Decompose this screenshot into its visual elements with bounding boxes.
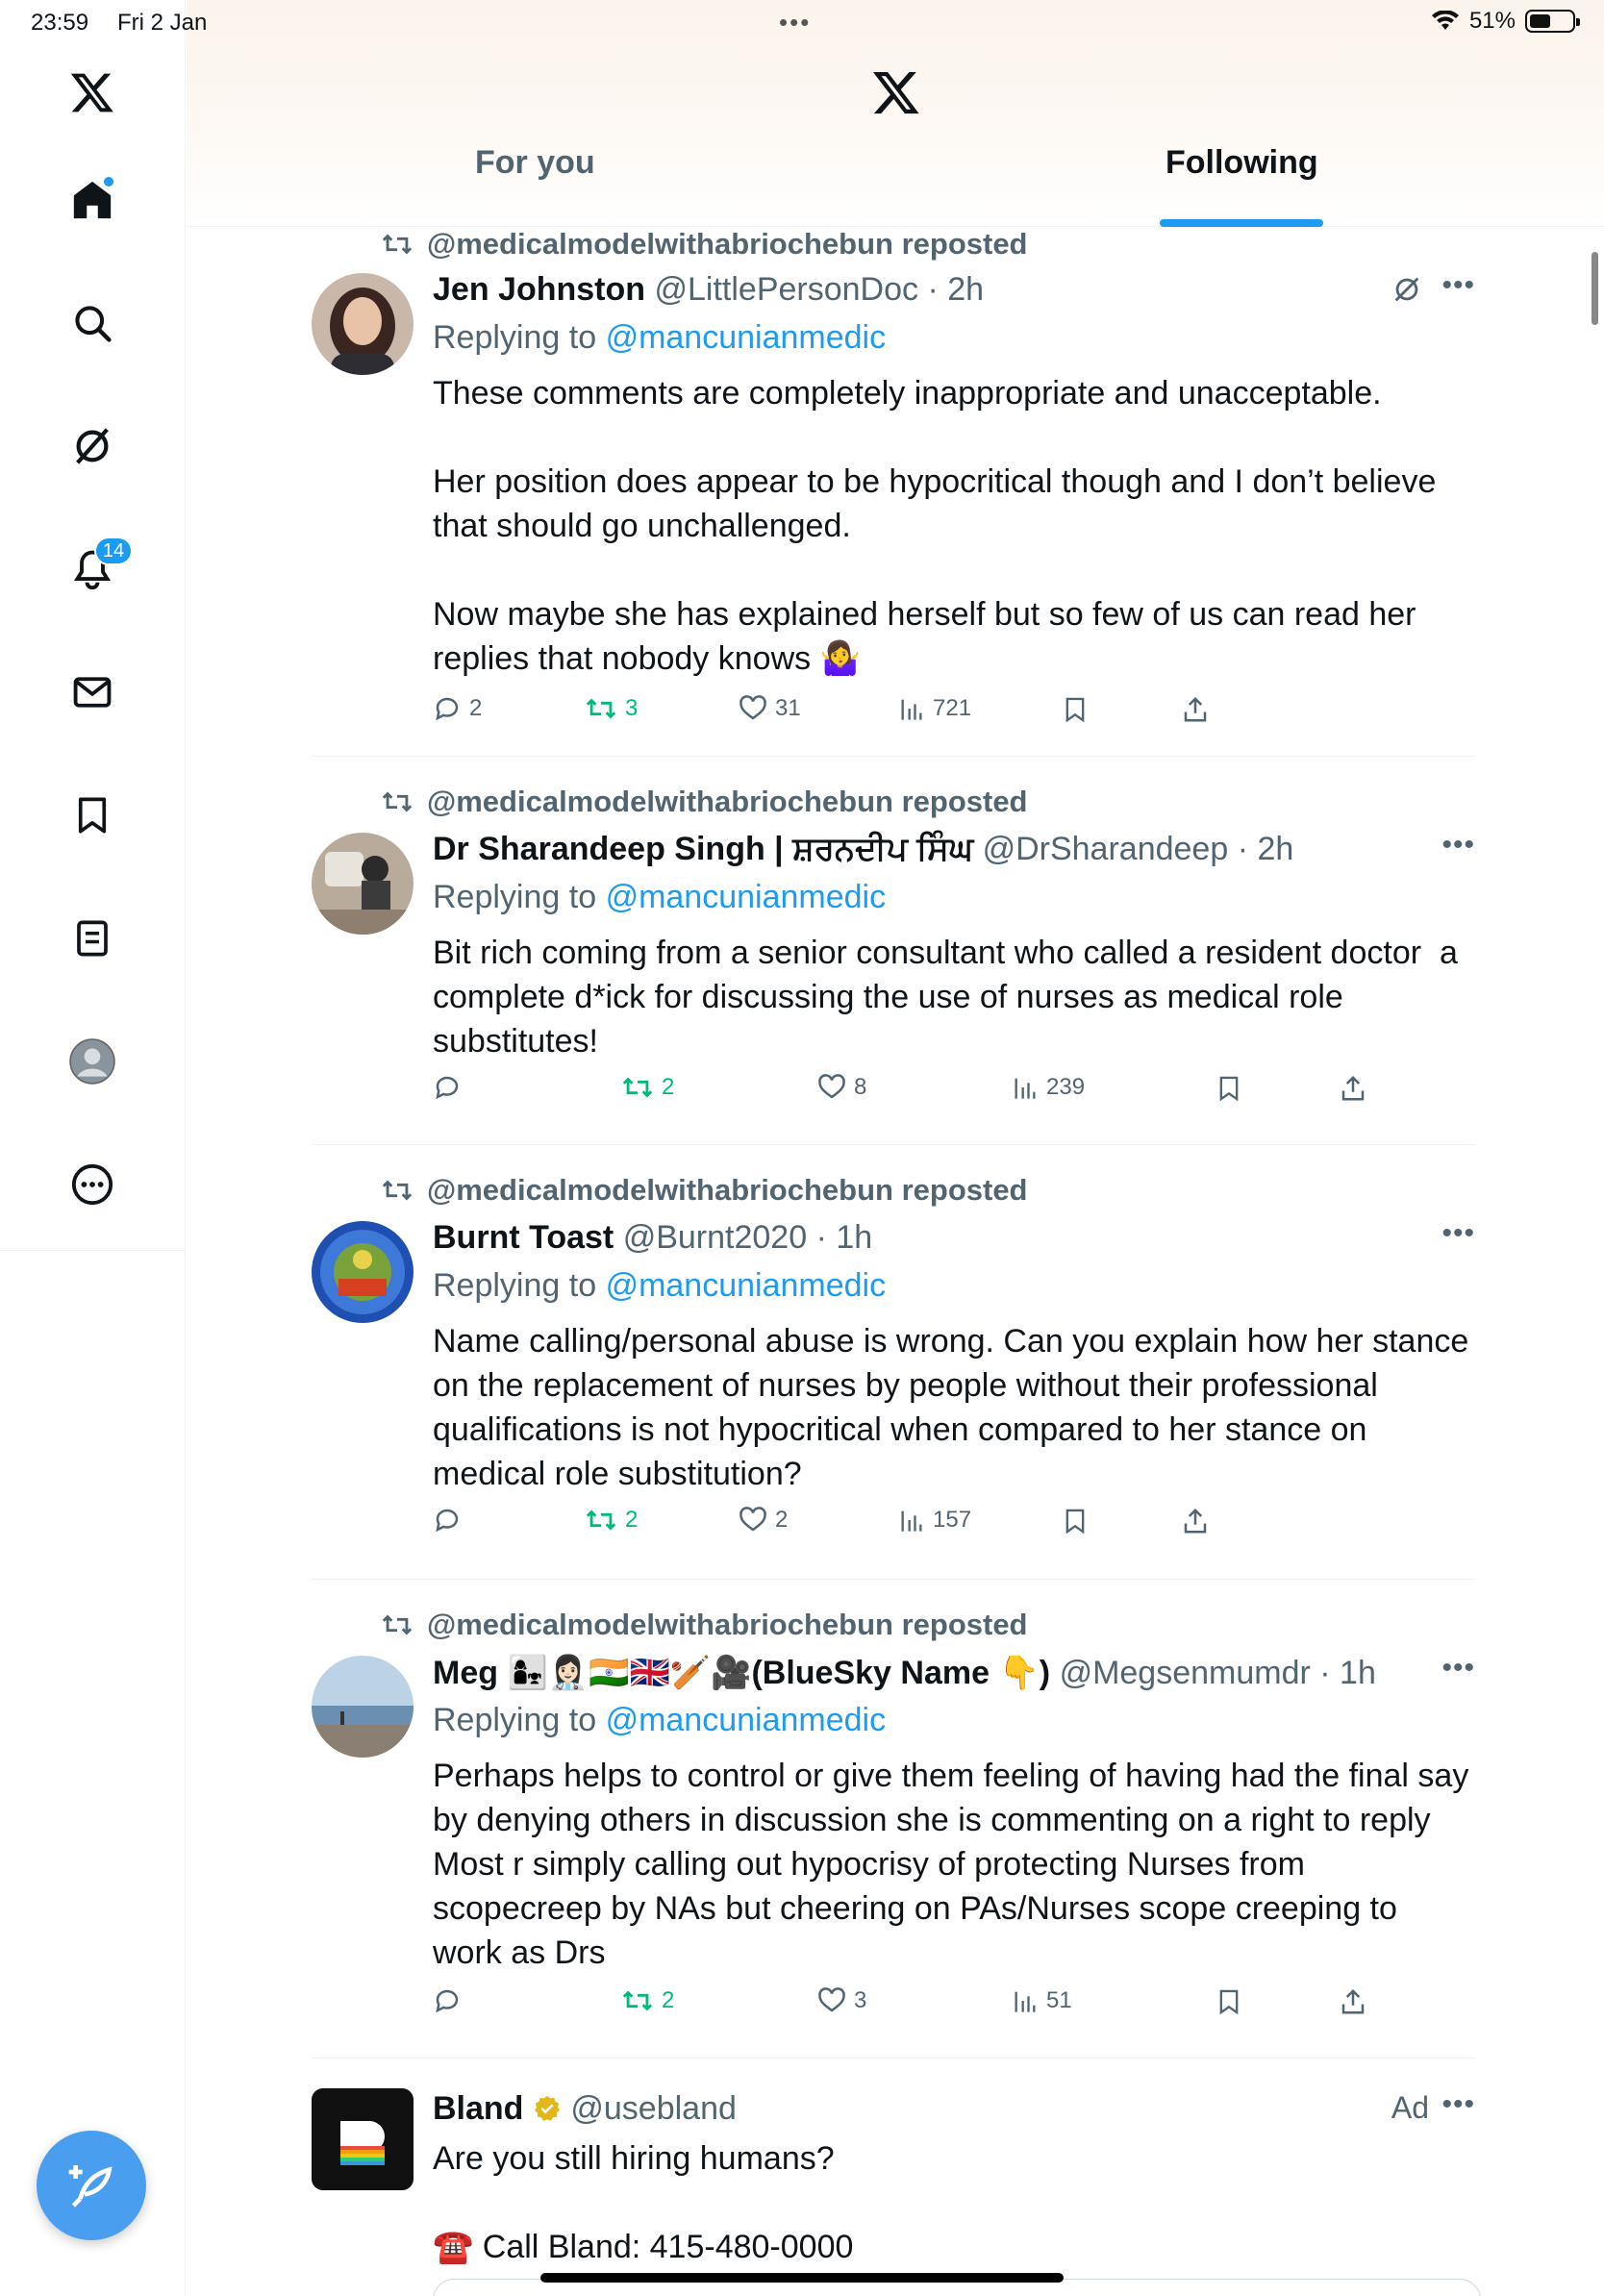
- notifications-bell-icon[interactable]: [54, 531, 131, 608]
- repost-icon: [381, 232, 414, 257]
- tweet-divider: [312, 1579, 1475, 1580]
- tweet-actions: [433, 1073, 1471, 1111]
- reply-mention-link[interactable]: @mancunianmedic: [605, 1267, 887, 1304]
- tweet-body: Bit rich coming from a senior consultant who called a resident doctor a complete d*ick for discussing the use of nurses as medical role substitutes!: [433, 935, 1467, 1060]
- views-chart-icon: [1012, 1073, 1039, 1102]
- author-name: Dr Sharandeep Singh | ਸ਼ਰਨਦੀਪ ਸਿੰਘ: [433, 831, 974, 867]
- view-count: 157: [933, 1507, 972, 1533]
- author-name: Meg 👩‍👧👩🏻‍⚕️🇮🇳🇬🇧🏏🎥(BlueSky Name 👇): [433, 1655, 1051, 1691]
- author-handle: @Burnt2020: [622, 1219, 808, 1256]
- tweet-text: [433, 1754, 1478, 1975]
- battery-percent: 51%: [1468, 8, 1516, 34]
- tweet-text: [433, 371, 1471, 681]
- reply-button[interactable]: [433, 1506, 469, 1535]
- avatar[interactable]: [312, 273, 414, 375]
- repost-by: @medicalmodelwithabriochebun reposted: [427, 785, 1028, 818]
- reply-icon: [433, 694, 462, 723]
- ad-text-line: ☎️ Call Bland: 415-480-0000: [433, 2229, 854, 2265]
- post-time: 1h: [1340, 1655, 1376, 1691]
- post-time: 1h: [836, 1219, 873, 1256]
- view-count: 721: [933, 695, 972, 721]
- author-name: Jen Johnston: [433, 271, 646, 308]
- sidebar: [0, 0, 186, 2296]
- reply-icon: [433, 1986, 462, 2015]
- repost-count: 2: [625, 1507, 639, 1533]
- repost-button[interactable]: [585, 1506, 638, 1535]
- like-button[interactable]: [817, 1986, 866, 2015]
- bookmark-button[interactable]: [1216, 1986, 1242, 2017]
- reply-mention-link[interactable]: @mancunianmedic: [605, 1702, 887, 1738]
- tweet-text: [433, 1319, 1478, 1496]
- avatar[interactable]: [312, 833, 414, 935]
- repost-context: [381, 227, 1028, 262]
- bookmark-button[interactable]: [1062, 1506, 1089, 1536]
- x-logo-icon[interactable]: [871, 67, 921, 122]
- replying-label: Replying to: [433, 1702, 597, 1738]
- replying-label: Replying to: [433, 319, 597, 356]
- repost-icon: [621, 1986, 654, 2015]
- share-button[interactable]: [1339, 1073, 1367, 1104]
- status-bar: [0, 0, 1604, 46]
- bookmark-icon: [1216, 1986, 1242, 2017]
- tweet-author[interactable]: Meg 👩‍👧👩🏻‍⚕️🇮🇳🇬🇧🏏🎥(BlueSky Name 👇) @Megsenmumdr · 1h: [433, 1655, 1376, 1691]
- battery-icon: [1525, 10, 1575, 33]
- author-handle: @Megsenmumdr: [1059, 1655, 1311, 1691]
- status-date: Fri 2 Jan: [117, 10, 208, 36]
- tweet-divider: [312, 1144, 1475, 1145]
- replying-to: [433, 1702, 886, 1739]
- repost-icon: [381, 1178, 414, 1203]
- avatar[interactable]: [312, 1656, 414, 1758]
- share-button[interactable]: [1181, 1506, 1210, 1536]
- verified-gold-badge-icon: [533, 2094, 562, 2123]
- like-count: 31: [775, 695, 801, 721]
- heart-icon: [739, 694, 767, 723]
- replying-to: [433, 1267, 886, 1305]
- repost-icon: [585, 694, 617, 723]
- tweet-body: Perhaps helps to control or give them feeling of having had the final say by denying others in discussion she is commenting on a right to reply Most r simply calling out hypocrisy of protecting Nurses from scopecreep by NAs but cheering on PAs/Nurses scope creeping to work as Drs: [433, 1758, 1478, 1971]
- replying-to: [433, 319, 886, 357]
- more-options-icon[interactable]: [54, 1146, 131, 1223]
- more-options-icon[interactable]: •••: [1441, 269, 1475, 301]
- post-time: 2h: [947, 271, 985, 308]
- repost-context: [381, 1173, 1028, 1208]
- heart-icon: [817, 1986, 846, 2015]
- tweet-divider: [312, 2058, 1475, 2059]
- avatar[interactable]: [312, 1221, 414, 1323]
- bookmark-button[interactable]: [1062, 694, 1089, 725]
- tab-following[interactable]: Following: [1165, 144, 1318, 181]
- author-handle: @DrSharandeep: [982, 831, 1229, 867]
- more-options-icon[interactable]: •••: [1441, 829, 1475, 861]
- views-chart-icon: [1012, 1986, 1039, 2015]
- repost-button[interactable]: [621, 1073, 674, 1102]
- more-options-icon[interactable]: •••: [1441, 1217, 1475, 1249]
- tweet-divider: [312, 756, 1475, 757]
- repost-count: 2: [662, 1987, 675, 2013]
- views-button[interactable]: [898, 694, 971, 723]
- bookmark-icon: [1216, 1073, 1242, 1104]
- tweet-actions: [433, 694, 1471, 733]
- bookmark-icon: [1062, 694, 1089, 725]
- share-icon: [1339, 1073, 1367, 1104]
- views-chart-icon: [898, 1506, 925, 1535]
- repost-by: @medicalmodelwithabriochebun reposted: [427, 1608, 1028, 1641]
- compose-post-button[interactable]: [37, 2131, 146, 2240]
- repost-icon: [381, 789, 414, 814]
- wifi-icon: [1431, 11, 1460, 32]
- replying-to: [433, 879, 886, 916]
- repost-count: 3: [625, 695, 639, 721]
- feather-plus-icon: [64, 2159, 118, 2212]
- bookmarks-icon[interactable]: [54, 777, 131, 854]
- grok-explain-icon[interactable]: [1391, 273, 1423, 311]
- active-tab-indicator: [1160, 219, 1323, 227]
- profile-avatar-icon[interactable]: [54, 1023, 131, 1100]
- share-icon: [1181, 1506, 1210, 1536]
- status-indicators: [1431, 8, 1575, 35]
- tweet-author[interactable]: Dr Sharandeep Singh | ਸ਼ਰਨਦੀਪ ਸਿੰਘ @DrSharandeep · 2h: [433, 831, 1294, 867]
- advertiser-logo[interactable]: [312, 2088, 414, 2190]
- repost-context: [381, 1608, 1028, 1642]
- repost-count: 2: [662, 1074, 675, 1100]
- views-button[interactable]: [1012, 1073, 1085, 1102]
- views-button[interactable]: [1012, 1986, 1072, 2015]
- tweet-author[interactable]: Burnt Toast @Burnt2020 · 1h: [433, 1219, 873, 1256]
- bookmark-button[interactable]: [1216, 1073, 1242, 1104]
- tweet-body: These comments are completely inappropriate and unacceptable. Her position does appear to be hypocritical though and I don’t believe that should go unchallenged. Now maybe she has explained herself but so few of us can read her replies that nobody knows 🤷‍♀️: [433, 375, 1437, 677]
- author-handle: @usebland: [570, 2090, 737, 2127]
- tweet-body: Name calling/personal abuse is wrong. Can you explain how her stance on the replacement of nurses by people without their professional qualifications is not hypocritical when compared to her stance on medical role substitution?: [433, 1323, 1478, 1492]
- author-name: Burnt Toast: [433, 1219, 614, 1256]
- repost-by: @medicalmodelwithabriochebun reposted: [427, 227, 1028, 261]
- share-button[interactable]: [1339, 1986, 1367, 2017]
- repost-button[interactable]: [585, 694, 638, 723]
- like-count: 3: [854, 1987, 867, 2013]
- author-handle: @LittlePersonDoc: [654, 271, 919, 308]
- repost-icon: [585, 1506, 617, 1535]
- home-unread-dot: [102, 175, 115, 188]
- more-options-icon[interactable]: •••: [1441, 1652, 1475, 1684]
- lists-icon[interactable]: [54, 900, 131, 977]
- heart-icon: [739, 1506, 767, 1535]
- repost-icon: [621, 1073, 654, 1102]
- replying-label: Replying to: [433, 879, 597, 915]
- tweet-text: [433, 931, 1471, 1063]
- home-icon[interactable]: [54, 162, 131, 238]
- ad-label: Ad: [1391, 2090, 1429, 2125]
- tweet-text: [433, 2136, 1471, 2269]
- tab-for-you[interactable]: For you: [475, 144, 595, 181]
- share-icon: [1339, 1986, 1367, 2017]
- bookmark-icon: [1062, 1506, 1089, 1536]
- views-button[interactable]: [898, 1506, 971, 1535]
- messages-mail-icon[interactable]: [54, 654, 131, 731]
- sidebar-divider: [0, 1250, 186, 1251]
- notifications-badge: 14: [94, 537, 133, 565]
- like-count: 2: [775, 1507, 789, 1533]
- heart-icon: [817, 1073, 846, 1102]
- ad-text-line: Are you still hiring humans?: [433, 2140, 835, 2177]
- repost-context: [381, 785, 1028, 819]
- post-time: 2h: [1257, 831, 1294, 867]
- tweet-actions: [433, 1506, 1471, 1544]
- reply-mention-link[interactable]: @mancunianmedic: [605, 879, 887, 915]
- scrollbar[interactable]: [1591, 252, 1598, 325]
- like-button[interactable]: [817, 1073, 866, 1102]
- repost-button[interactable]: [621, 1986, 674, 2015]
- like-button[interactable]: [739, 694, 801, 723]
- author-name: Bland: [433, 2090, 524, 2127]
- reply-button[interactable]: [433, 694, 482, 723]
- multitasking-dots-icon[interactable]: •••: [779, 8, 812, 37]
- view-count: 51: [1046, 1987, 1072, 2013]
- reply-button[interactable]: [433, 1073, 469, 1102]
- reply-icon: [433, 1073, 462, 1102]
- home-indicator[interactable]: [540, 2273, 1064, 2283]
- repost-by: @medicalmodelwithabriochebun reposted: [427, 1173, 1028, 1207]
- repost-icon: [381, 1612, 414, 1637]
- like-count: 8: [854, 1074, 867, 1100]
- tweet-author[interactable]: [433, 2090, 737, 2128]
- views-chart-icon: [898, 694, 925, 723]
- grok-icon[interactable]: [54, 408, 131, 485]
- reply-mention-link[interactable]: @mancunianmedic: [605, 319, 887, 356]
- tweet-actions: [433, 1986, 1471, 2025]
- more-options-icon[interactable]: •••: [1441, 2088, 1475, 2120]
- reply-button[interactable]: [433, 1986, 469, 2015]
- share-button[interactable]: [1181, 694, 1210, 725]
- search-icon[interactable]: [54, 285, 131, 362]
- x-logo-icon[interactable]: [54, 54, 131, 131]
- tweet-author[interactable]: Jen Johnston @LittlePersonDoc · 2h: [433, 271, 985, 308]
- reply-count: 2: [469, 695, 483, 721]
- like-button[interactable]: [739, 1506, 788, 1535]
- view-count: 239: [1046, 1074, 1086, 1100]
- share-icon: [1181, 694, 1210, 725]
- status-time: 23:59: [31, 10, 89, 36]
- reply-icon: [433, 1506, 462, 1535]
- replying-label: Replying to: [433, 1267, 597, 1304]
